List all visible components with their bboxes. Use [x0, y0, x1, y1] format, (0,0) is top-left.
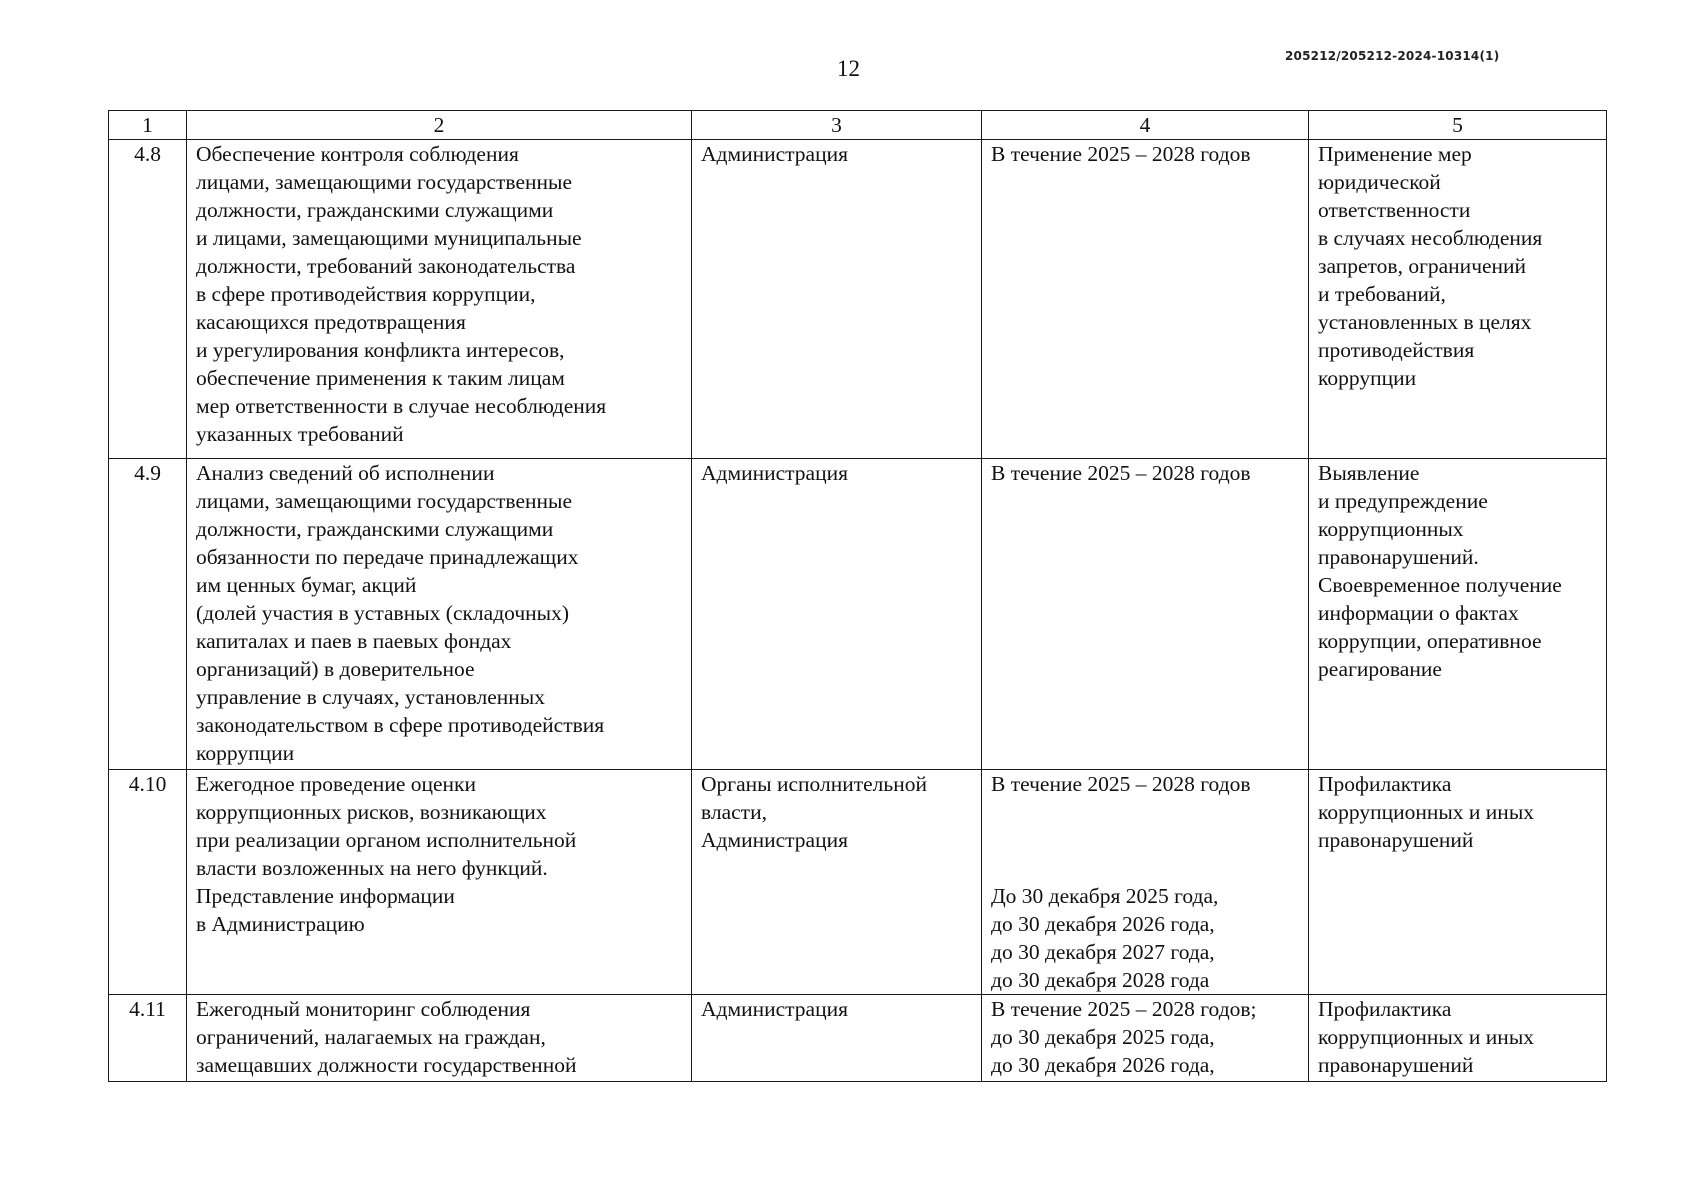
result-line: Профилактика — [1318, 997, 1452, 1021]
measure-line: указанных требований — [196, 422, 404, 446]
result-line: ответственности — [1318, 198, 1471, 222]
measure-line: и лицами, замещающими муниципальные — [196, 226, 582, 250]
column-header-4: 4 — [982, 111, 1309, 140]
result-line: противодействия — [1318, 338, 1475, 362]
measure-line: в Администрацию — [196, 912, 365, 936]
result-line: коррупции — [1318, 366, 1417, 390]
executor-cell — [692, 459, 982, 770]
term-cell — [982, 140, 1309, 459]
result-line: реагирование — [1318, 657, 1442, 681]
result-line: коррупционных и иных — [1318, 800, 1535, 824]
result-cell — [1309, 140, 1607, 459]
measure-line: коррупционных рисков, возникающих — [196, 800, 547, 824]
term-line: В течение 2025 – 2028 годов — [991, 142, 1251, 166]
measure-line: касающихся предотвращения — [196, 310, 466, 334]
page-number: 12 — [837, 56, 860, 81]
term-deadline-line: до 30 декабря 2027 года, — [991, 940, 1215, 964]
measure-line: лицами, замещающими государственные — [196, 489, 572, 513]
measure-line: обязанности по передаче принадлежащих — [196, 545, 579, 569]
result-line: коррупции, оперативное — [1318, 629, 1542, 653]
measure-line: управление в случаях, установленных — [196, 685, 546, 709]
measure-line: должности, требований законодательства — [196, 254, 576, 278]
result-line: установленных в целях — [1318, 310, 1532, 334]
executor-line: Администрация — [701, 828, 848, 852]
result-line: коррупционных — [1318, 517, 1464, 541]
measure-line: Ежегодный мониторинг соблюдения — [196, 997, 531, 1021]
measure-line: Анализ сведений об исполнении — [196, 461, 495, 485]
result-line: Применение мер — [1318, 142, 1472, 166]
result-line: информации о фактах — [1318, 601, 1519, 625]
term-deadline-line: До 30 декабря 2025 года, — [991, 884, 1219, 908]
term-line: до 30 декабря 2026 года, — [991, 1053, 1215, 1077]
term-line: В течение 2025 – 2028 годов; — [991, 997, 1257, 1021]
table-header-row — [109, 111, 1607, 140]
term-cell — [982, 995, 1309, 1082]
term-cell — [982, 770, 1309, 995]
measure-line: Ежегодное проведение оценки — [196, 772, 476, 796]
result-line: Выявление — [1318, 461, 1420, 485]
term-cell — [982, 459, 1309, 770]
measure-line: обеспечение применения к таким лицам — [196, 366, 565, 390]
measure-cell — [187, 770, 692, 995]
executor-line: Органы исполнительной — [701, 772, 927, 796]
row-number: 4.11 — [109, 995, 187, 1082]
column-header-2: 2 — [187, 111, 692, 140]
result-line: и требований, — [1318, 282, 1446, 306]
measure-line: при реализации органом исполнительной — [196, 828, 577, 852]
measure-line: в сфере противодействия коррупции, — [196, 282, 536, 306]
column-header-5: 5 — [1309, 111, 1607, 140]
result-line: в случаях несоблюдения — [1318, 226, 1543, 250]
document-id: 205212/205212-2024-10314(1) — [1285, 49, 1500, 63]
measure-cell — [187, 459, 692, 770]
measure-line: коррупции — [196, 741, 295, 765]
result-line: Своевременное получение — [1318, 573, 1562, 597]
table-row — [109, 140, 1607, 459]
row-number: 4.8 — [109, 140, 187, 459]
result-cell — [1309, 995, 1607, 1082]
table-row — [109, 770, 1607, 995]
result-line: коррупционных и иных — [1318, 1025, 1535, 1049]
measure-line: должности, гражданскими служащими — [196, 517, 554, 541]
column-header-1: 1 — [109, 111, 187, 140]
term-spacer — [991, 798, 1299, 882]
measure-cell — [187, 995, 692, 1082]
measure-line: замещавших должности государственной — [196, 1053, 577, 1077]
measure-line: ограничений, налагаемых на граждан, — [196, 1025, 546, 1049]
measure-line: лицами, замещающими государственные — [196, 170, 572, 194]
executor-cell — [692, 140, 982, 459]
result-line: правонарушений — [1318, 1053, 1474, 1077]
term-deadline-line: до 30 декабря 2026 года, — [991, 912, 1215, 936]
measure-line: капиталах и паев в паевых фондах — [196, 629, 512, 653]
term-line: В течение 2025 – 2028 годов — [991, 772, 1251, 796]
term-deadline-line: до 30 декабря 2028 года — [991, 968, 1210, 992]
measures-table — [108, 110, 1607, 1082]
executor-line: Администрация — [701, 142, 848, 166]
table-row — [109, 995, 1607, 1082]
result-line: запретов, ограничений — [1318, 254, 1527, 278]
executor-cell — [692, 770, 982, 995]
measure-line: должности, гражданскими служащими — [196, 198, 554, 222]
executor-cell — [692, 995, 982, 1082]
measure-line: организаций) в доверительное — [196, 657, 475, 681]
result-line: юридической — [1318, 170, 1441, 194]
measure-line: и урегулирования конфликта интересов, — [196, 338, 565, 362]
measure-line: (долей участия в уставных (складочных) — [196, 601, 570, 625]
executor-line: Администрация — [701, 997, 848, 1021]
measure-line: законодательством в сфере противодействия — [196, 713, 605, 737]
measure-line: им ценных бумаг, акций — [196, 573, 417, 597]
measure-line: мер ответственности в случае несоблюдения — [196, 394, 607, 418]
result-line: и предупреждение — [1318, 489, 1488, 513]
measure-cell — [187, 140, 692, 459]
result-cell — [1309, 770, 1607, 995]
column-header-3: 3 — [692, 111, 982, 140]
term-line: В течение 2025 – 2028 годов — [991, 461, 1251, 485]
result-line: правонарушений — [1318, 828, 1474, 852]
row-number: 4.9 — [109, 459, 187, 770]
result-line: Профилактика — [1318, 772, 1452, 796]
result-line: правонарушений. — [1318, 545, 1479, 569]
row-number: 4.10 — [109, 770, 187, 995]
measure-line: власти возложенных на него функций. — [196, 856, 548, 880]
executor-line: власти, — [701, 800, 767, 824]
term-line: до 30 декабря 2025 года, — [991, 1025, 1215, 1049]
measure-line: Представление информации — [196, 884, 455, 908]
executor-line: Администрация — [701, 461, 848, 485]
table-row — [109, 459, 1607, 770]
result-cell — [1309, 459, 1607, 770]
measure-line: Обеспечение контроля соблюдения — [196, 142, 519, 166]
